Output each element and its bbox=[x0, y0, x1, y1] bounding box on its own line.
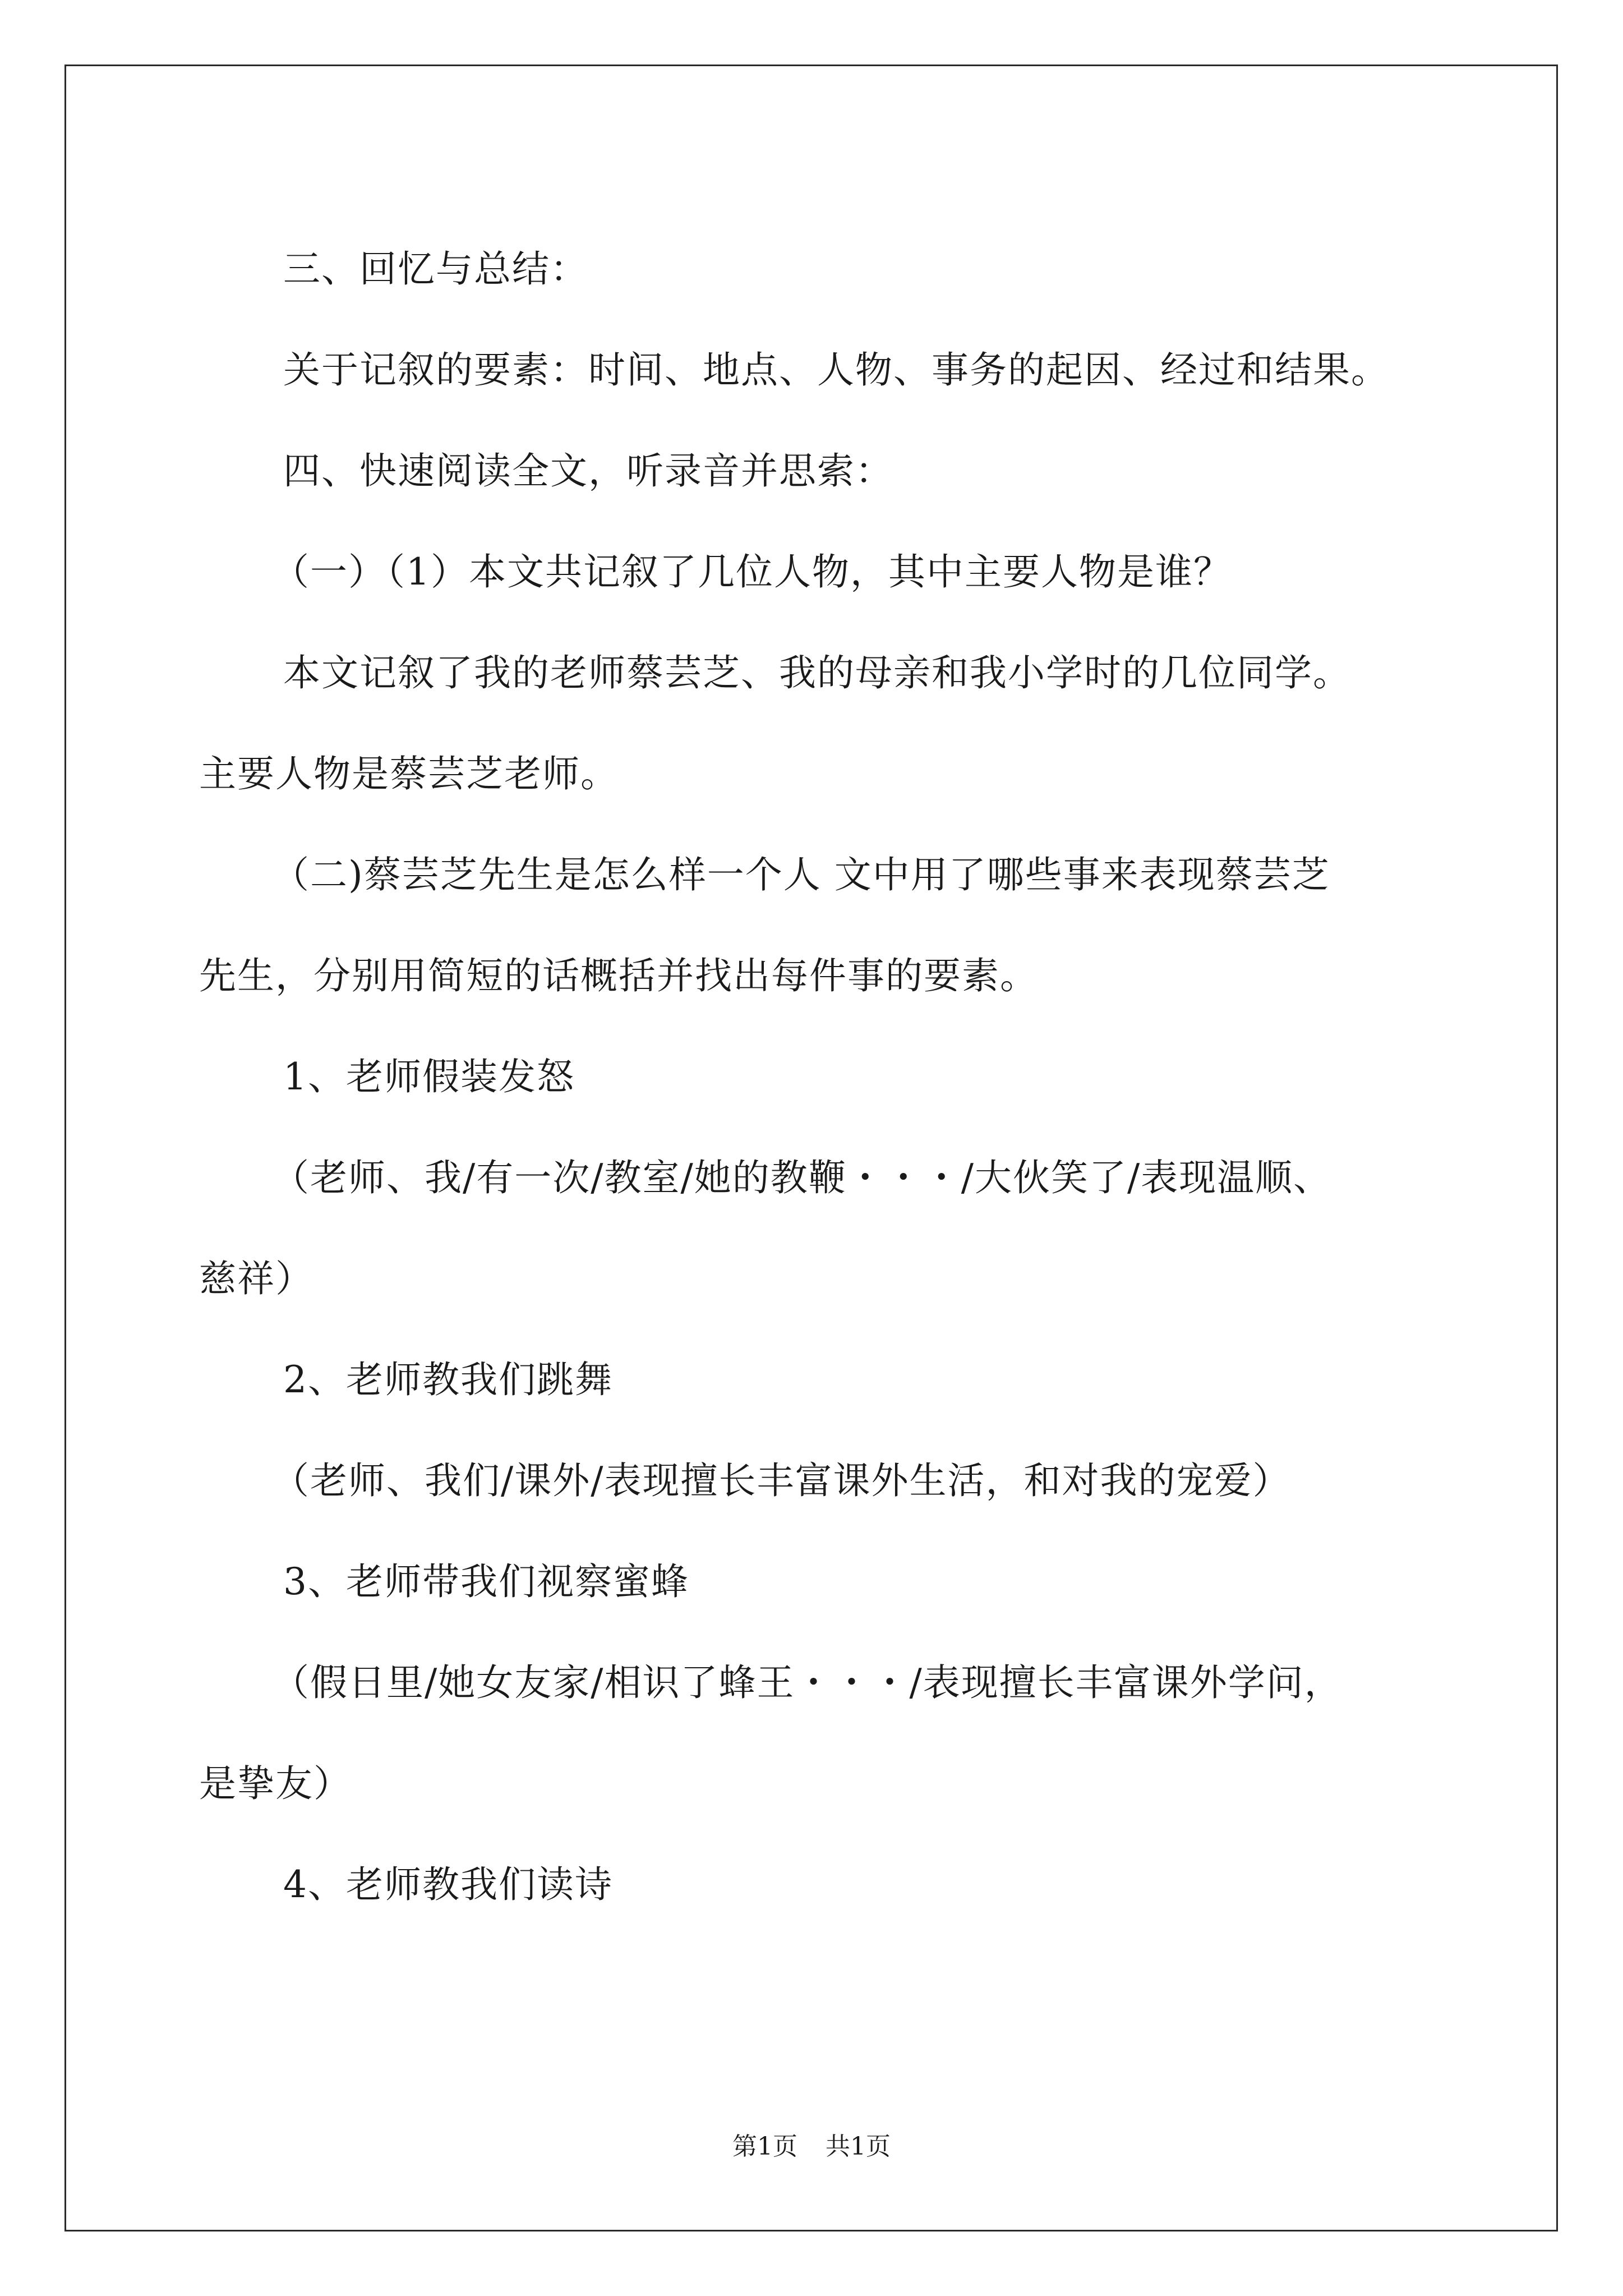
event-4-title: 4、老师教我们读诗 bbox=[283, 1863, 613, 1906]
paragraph: 关于记叙的要素：时间、地点、人物、事务的起因、经过和结果。 bbox=[283, 348, 1389, 392]
section-heading-4: 四、快速阅读全文，听录音并思索： bbox=[283, 449, 893, 493]
event-1-title: 1、老师假装发怒 bbox=[283, 1055, 575, 1098]
document-body bbox=[199, 219, 1472, 1935]
event-3-detail-line-1: （假日里/她女友家/相识了蜂王・・・/表现擅长丰富课外学问， bbox=[272, 1661, 1343, 1704]
event-3-title: 3、老师带我们视察蜜蜂 bbox=[283, 1560, 689, 1603]
page-number-current: 第1页 bbox=[732, 2132, 797, 2161]
page-number-total: 共1页 bbox=[826, 2132, 891, 2161]
event-1-detail-line-2: 慈祥） bbox=[199, 1257, 313, 1300]
event-2-detail: （老师、我们/课外/表现擅长丰富课外生活，和对我的宠爱） bbox=[272, 1459, 1291, 1502]
section-heading-3: 三、回忆与总结： bbox=[283, 247, 588, 291]
question-1: （一）（1）本文共记叙了几位人物，其中主要人物是谁？ bbox=[272, 550, 1232, 593]
page-footer bbox=[0, 2126, 1623, 2162]
event-1-detail-line-1: （老师、我/有一次/教室/她的教鞭・・・/大伙笑了/表现温顺、 bbox=[272, 1156, 1332, 1199]
event-3-detail-line-2: 是挚友） bbox=[199, 1762, 352, 1805]
answer-1-line-2: 主要人物是蔡芸芝老师。 bbox=[199, 752, 619, 795]
event-2-title: 2、老师教我们跳舞 bbox=[283, 1358, 613, 1401]
question-2-line-1: （二)蔡芸芝先生是怎么样一个人 文中用了哪些事来表现蔡芸芝 bbox=[272, 853, 1330, 896]
answer-1-line-1: 本文记叙了我的老师蔡芸芝、我的母亲和我小学时的几位同学。 bbox=[283, 651, 1351, 694]
question-2-line-2: 先生，分别用简短的话概括并找出每件事的要素。 bbox=[199, 954, 1038, 997]
